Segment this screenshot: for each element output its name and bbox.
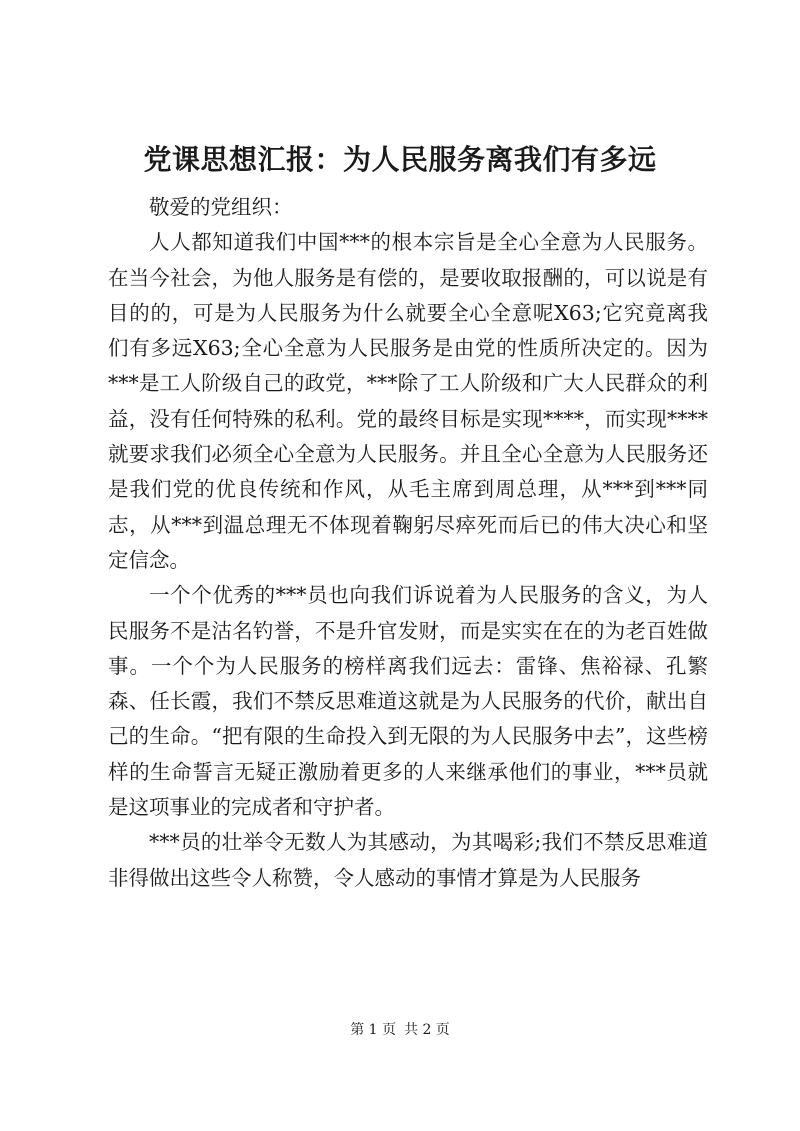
paragraph-3: ***员的壮举令无数人为其感动，为其喝彩;我们不禁反思难道非得做出这些令人称赞，令人感动的事情才算是为人民服务 bbox=[108, 830, 708, 890]
document-title: 党课思想汇报：为人民服务离我们有多远 bbox=[143, 143, 657, 176]
document-body bbox=[108, 190, 708, 896]
paragraph-2: 一个个优秀的***员也向我们诉说着为人民服务的含义，为人民服务不是沽名钓誉，不是升官发财，而是实实在在的为老百姓做事。一个个为人民服务的榜样离我们远去：雷锋、焦裕禄、孔繁森、任长霞，我们不禁反思难道这就是为人民服务的代价，献出自己的生命。“把有限的生命投入到无限的为人民服务中去”，这些榜样的生命誓言无疑正激励着更多的人来继承他们的事业，***员就是这项事业的完成者和守护者。 bbox=[108, 583, 708, 820]
salutation: 敬爱的党组织： bbox=[149, 195, 293, 219]
page-number-current: 第 1 页 bbox=[350, 1022, 396, 1038]
page-number-total: 共 2 页 bbox=[404, 1022, 450, 1038]
page-footer bbox=[0, 1020, 800, 1040]
paragraph-1: 人人都知道我们中国***的根本宗旨是全心全意为人民服务。在当今社会，为他人服务是有偿的，是要收取报酬的，可以说是有目的的，可是为人民服务为什么就要全心全意呢X63;它究竟离我们有多远X63;全心全意为人民服务是由党的性质所决定的。因为***是工人阶级自己的政党，***除了工人阶级和广大人民群众的利益，没有任何特殊的私利。党的最终目标是实现****，而实现****就要求我们必须全心全意为人民服务。并且全心全意为人民服务还是我们党的优良传统和作风，从毛主席到周总理，从***到***同志，从***到温总理无不体现着鞠躬尽瘁死而后已的伟大决心和坚定信念。 bbox=[108, 230, 708, 572]
